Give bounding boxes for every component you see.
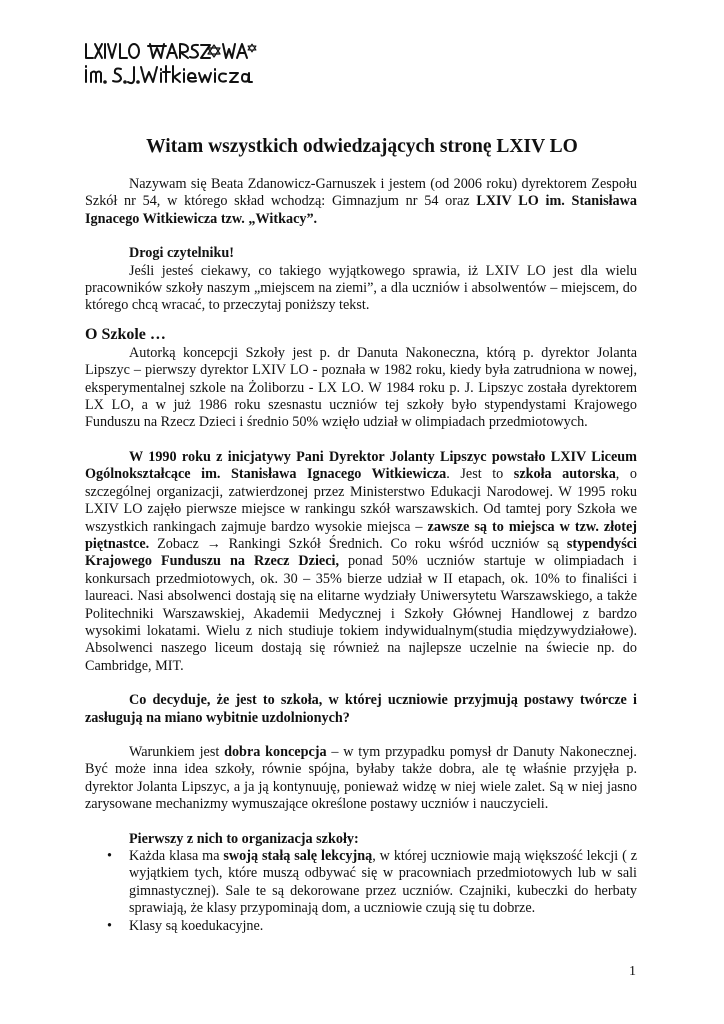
about-paragraph: Autorką koncepcji Szkoły jest p. dr Danuta Nakoneczna, którą p. dyrektor Jolanta Lipszyc – pierwszy dyrektor LXIV LO - poznała w 1982 roku, kiedy była zatrudniona w nowej, eksperymentalnej szkole na Żoliborzu - LX LO. W 1984 roku p. J. Lipszyc została dyrektorem LX LO, a w już 1986 roku szesnastu uczniów tej szkoły było stypendystami Krajowego Funduszu na Rzecz Dzieci i średnio 50% wzięło udział w olimpiadach przedmiotowych.	[85, 344, 637, 431]
reader-paragraph: Jeśli jesteś ciekawy, co takiego wyjątkowego sprawia, iż LXIV LO jest dla wielu pracowników szkoły naszym „miejscem na ziemi”, a dla uczniów i absolwentów – miejscem, do którego chcą wracać, to przeczytaj poniższy tekst.	[85, 262, 637, 314]
list-item: • Każda klasa ma swoją stałą salę lekcyjną, w której uczniowie mają większość lekcji ( z wyjątkiem tych, które muszą odbywać się w pracowniach przedmiotowych lub w sali gimnastycznej). Sale te są dekorowane przez uczniów. Czajniki, kubeczki do herbaty sprawiają, że klasy przypominają dom, a uczniowie czują się tu dobrze.	[129, 848, 637, 918]
page-number: 1	[629, 964, 636, 979]
list-item: • Klasy są koedukacyjne.	[129, 918, 637, 935]
section-heading: O Szkole …	[85, 325, 166, 343]
document-body	[85, 176, 637, 935]
page-title: Witam wszystkich odwiedzających stronę LXIV LO	[146, 136, 578, 157]
condition-paragraph: Warunkiem jest dobra koncepcja – w tym przypadku pomysł dr Danuty Nakonecznej. Być może inna idea szkoły, równie spójna, byłaby także dobra, ale tę właśnie przyjęła p. dyrektor Jolanta Lipszyc, a ja ją kontynuuję, ponieważ widzę w niej wiele zalet. Są w niej jasno zarysowane mechanizmy wymuszające określone postawy uczniów i nauczycieli.	[85, 743, 637, 813]
school-logo	[84, 42, 264, 92]
question-paragraph: Co decyduje, że jest to szkoła, w której uczniowie przyjmują postawy twórcze i zasługują na miano wybitnie uzdolnionych?	[85, 692, 637, 726]
first-mechanism-heading: Pierwszy z nich to organizacja szkoły:	[129, 830, 359, 847]
reader-greeting: Drogi czytelniku!	[129, 245, 234, 262]
history-paragraph: W 1990 roku z inicjatywy Pani Dyrektor Jolanty Lipszyc powstało LXIV Liceum Ogólnokształcące im. Stanisława Ignacego Witkiewicza. Jest to szkoła autorska, o szczególnej organizacji, zatwierdzonej przez Ministerstwo Edukacji Narodowej. W 1995 roku LXIV LO zajęło pierwsze miejsce w rankingu szkół warszawskich. Od tamtej pory Szkoła we wszystkich rankingach zajmuje bardzo wysokie miejsca – zawsze są to miejsca w tzw. złotej piętnastce. Zobacz → Rankingi Szkół Średnich. Co roku wśród uczniów są stypendyści Krajowego Funduszu na Rzecz Dzieci, ponad 50% uczniów startuje w olimpiadach i konkursach przedmiotowych, ok. 30 – 35% bierze udział w II etapach, ok. 10% to finaliści i laureaci. Nasi absolwenci dostają się na elitarne wydziały Uniwersytetu Warszawskiego, a także Politechniki Warszawskiej, Akademii Medycznej i Szkoły Głównej Handlowej z bardzo wysokimi lokatami. Wielu z nich studiuje tokiem indywidualnym(studia międzywydziałowe). Absolwenci naszego liceum dostają się również na najlepsze uczelnie na świecie np. do Cambridge, MIT.	[85, 448, 637, 674]
organization-list	[85, 848, 637, 935]
logo-handwriting	[84, 42, 264, 92]
intro-paragraph: Nazywam się Beata Zdanowicz-Garnuszek i jestem (od 2006 roku) dyrektorem Zespołu Szkół nr 54, w którego skład wchodzą: Gimnazjum nr 54 oraz LXIV LO im. Stanisława Ignacego Witkiewicza tzw. „Witkacy”.	[85, 176, 637, 227]
